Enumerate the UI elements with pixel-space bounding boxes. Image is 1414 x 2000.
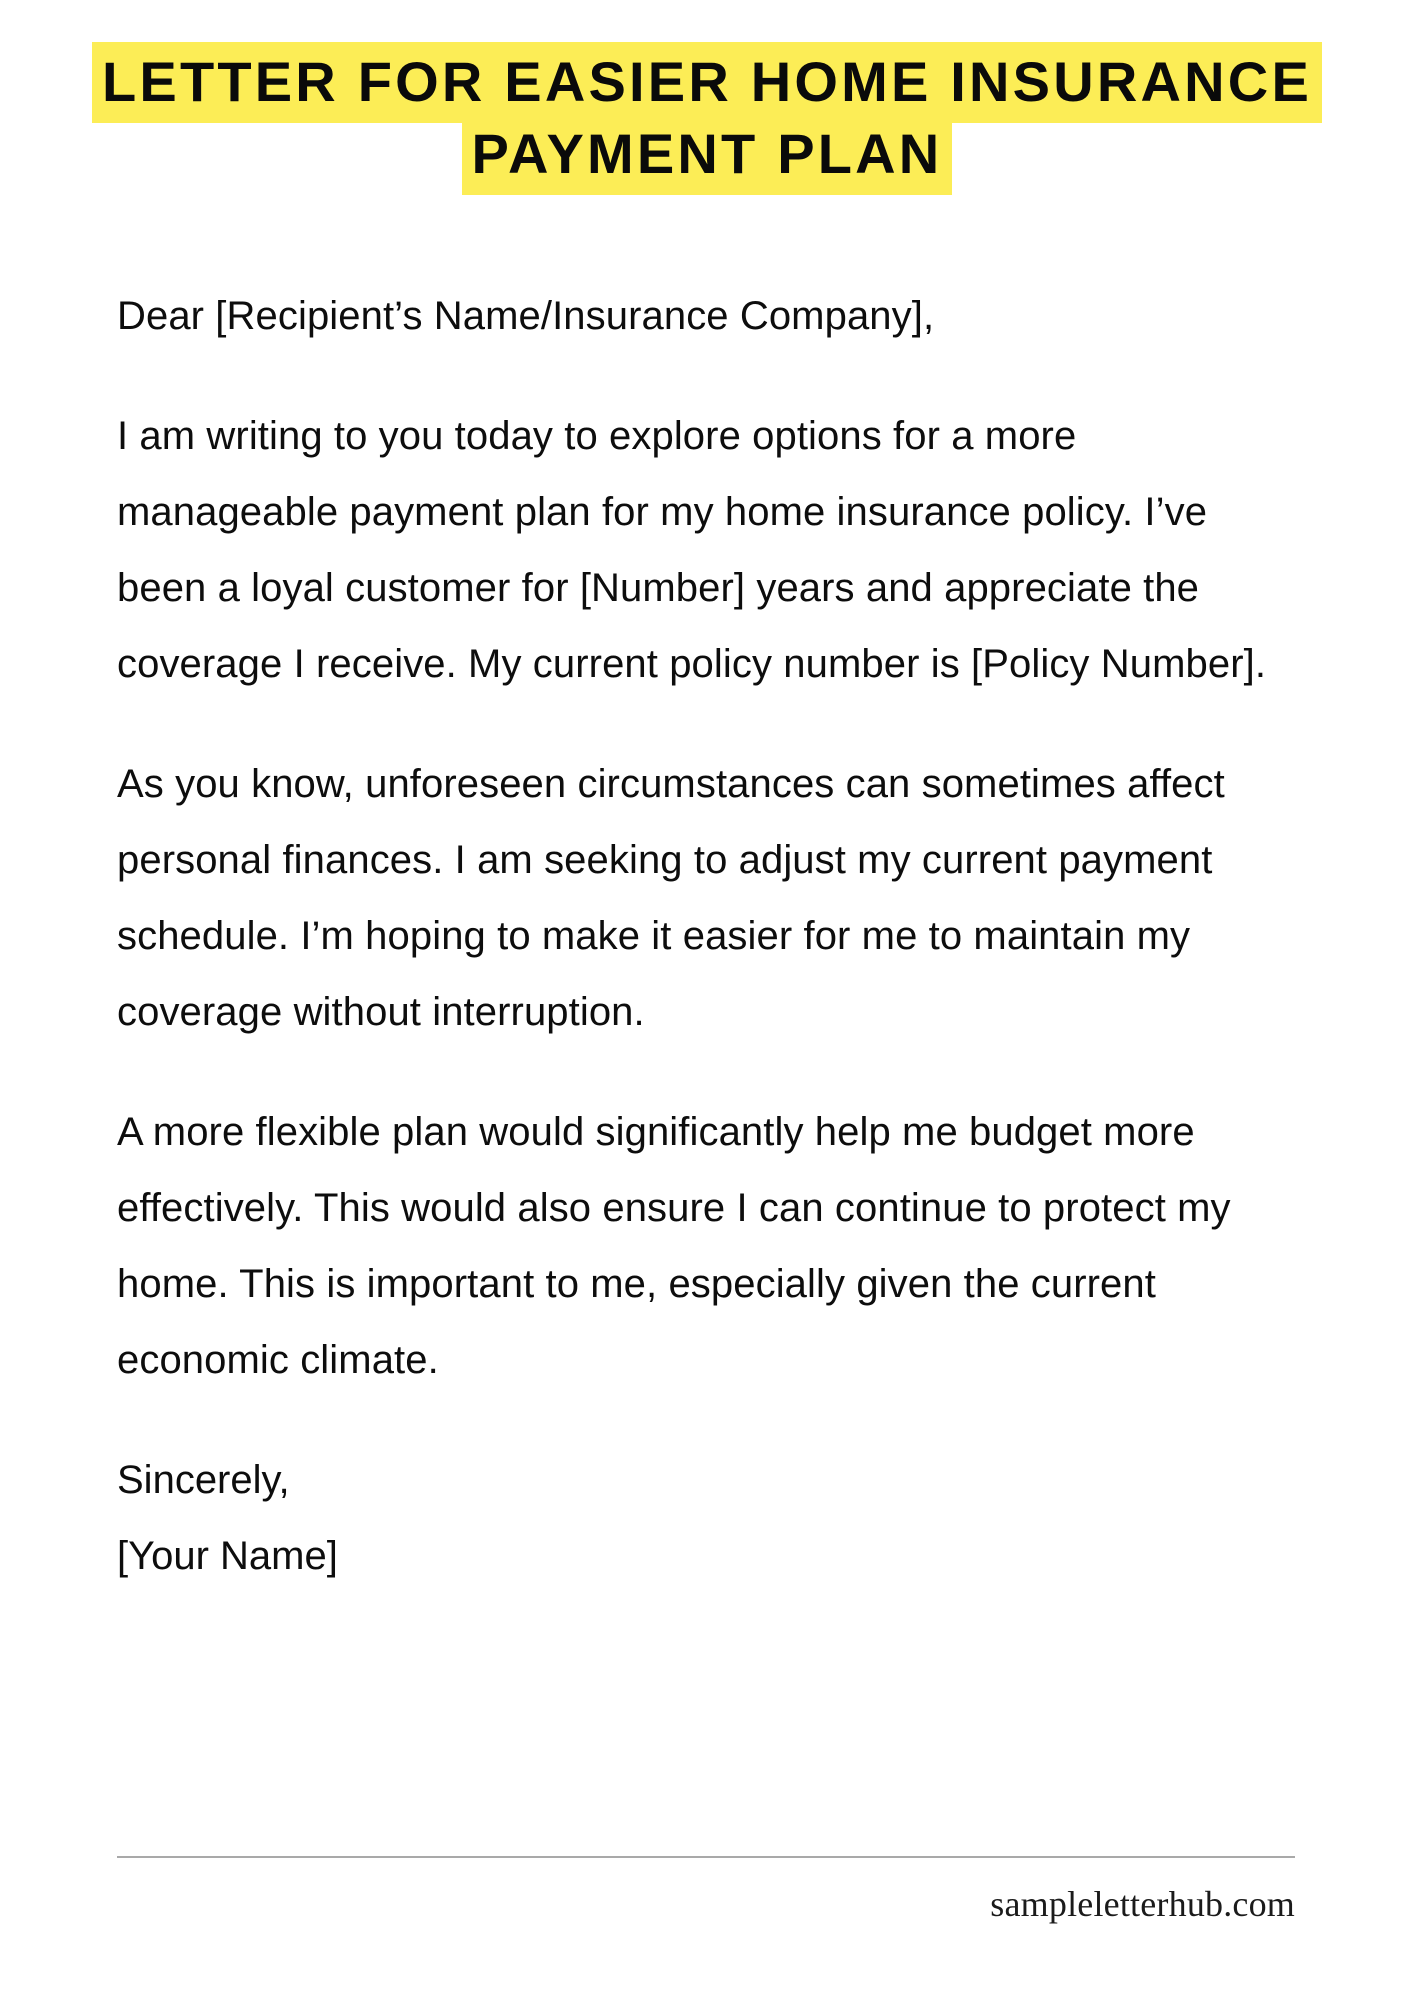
signature-name: [Your Name]	[117, 1534, 338, 1578]
paragraph-3: A more flexible plan would significantly help me budget more effectively. This would also ensure I can continue to protect my home. This is important to me, especially given the current economic climate.	[117, 1110, 1231, 1382]
footer-website-url: sampleletterhub.com	[990, 1884, 1295, 1924]
title-line-2-text: PAYMENT PLAN	[462, 114, 953, 195]
page-title	[0, 46, 1414, 190]
signature-block	[117, 1442, 1297, 1594]
paragraph-2: As you know, unforeseen circumstances can sometimes affect personal finances. I am seeking to adjust my current payment schedule. I’m hoping to make it easier for me to maintain my coverage without interruption.	[117, 762, 1225, 1034]
footer	[117, 1878, 1295, 1930]
letter-body	[117, 278, 1297, 1594]
closing-line: Sincerely,	[117, 1458, 290, 1502]
footer-divider	[117, 1856, 1295, 1858]
title-line-1	[0, 46, 1414, 118]
title-line-2	[0, 118, 1414, 190]
salutation: Dear [Recipient’s Name/Insurance Company],	[117, 294, 935, 338]
title-line-1-text: LETTER FOR EASIER HOME INSURANCE	[92, 42, 1322, 123]
paragraph-1: I am writing to you today to explore options for a more manageable payment plan for my home insurance policy. I’ve been a loyal customer for [Number] years and appreciate the coverage I receive. My current policy number is [Policy Number].	[117, 414, 1267, 686]
